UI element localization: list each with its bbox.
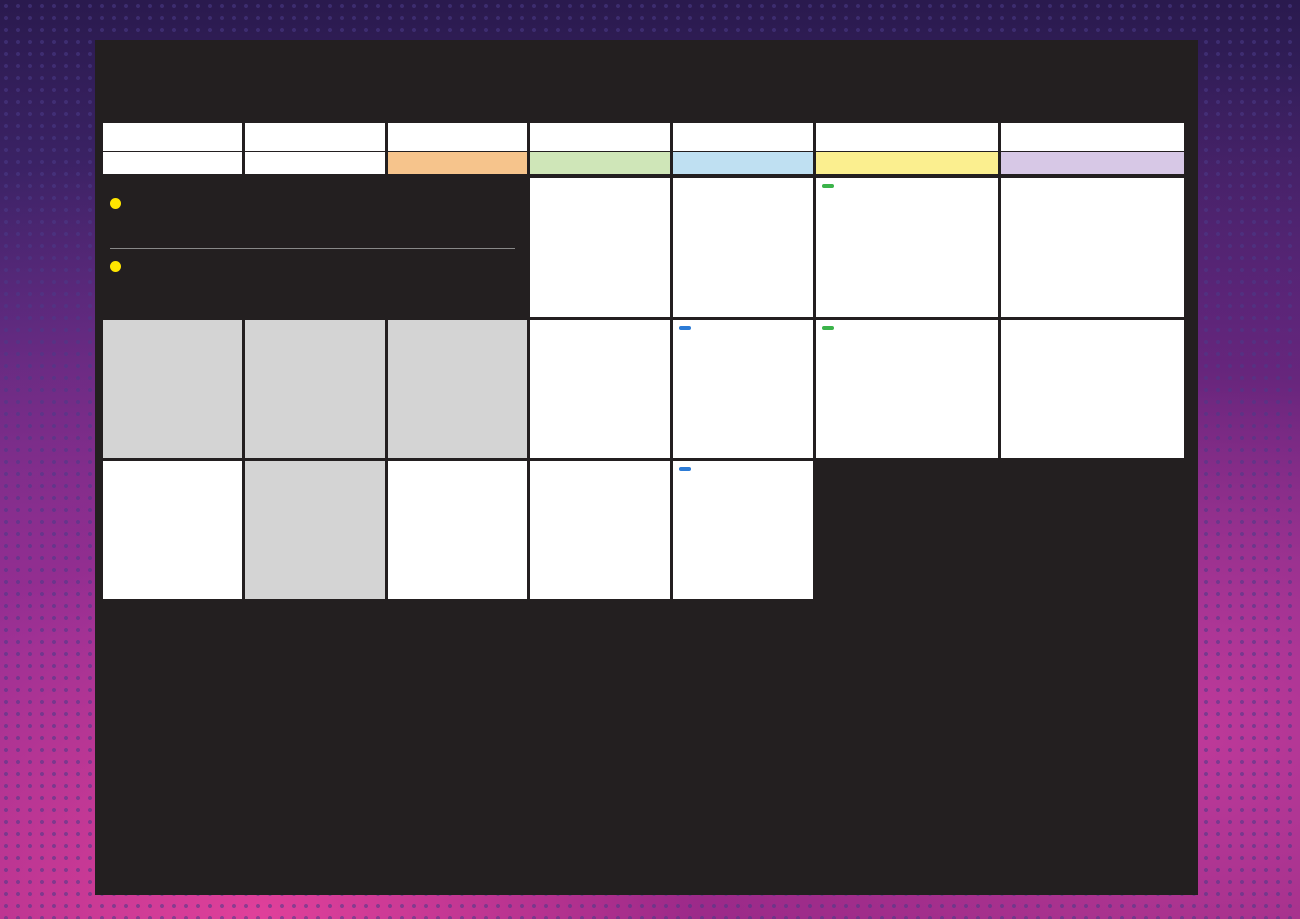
calendar-day-d14[interactable] [388, 461, 527, 599]
day-theme-fri [816, 152, 998, 174]
calendar-day-d01[interactable] [530, 178, 670, 317]
day-theme-thu [673, 152, 813, 174]
bullet-icon [110, 198, 121, 209]
day-header-fri [816, 123, 998, 151]
day-header-tue [388, 123, 527, 151]
free-drink-badge [822, 184, 834, 188]
day-theme-sun [103, 152, 242, 174]
day-header-sun [103, 123, 242, 151]
request-ok-badge [679, 467, 691, 471]
line-discount-title [110, 196, 235, 211]
calendar-day-d03[interactable] [816, 178, 998, 317]
calendar-day-d07[interactable] [388, 320, 527, 458]
lets-groove-logo [390, 487, 526, 516]
request-ok-badge [679, 326, 691, 330]
bullet-icon [110, 261, 121, 272]
day-theme-tue [388, 152, 527, 174]
calendar-day-d05[interactable] [103, 320, 242, 458]
under35-title [110, 260, 240, 274]
day-header-sat [1001, 123, 1184, 151]
divider [110, 248, 515, 249]
calendar-day-d10[interactable] [816, 320, 998, 458]
day-theme-mon [245, 152, 385, 174]
calendar-day-d15[interactable] [530, 461, 670, 599]
calendar-day-d16[interactable] [673, 461, 813, 599]
calendar-day-d04[interactable] [1001, 178, 1184, 317]
calendar-day-d11[interactable] [1001, 320, 1184, 458]
day-header-wed [530, 123, 670, 151]
day-theme-wed [530, 152, 670, 174]
calendar-day-d02[interactable] [673, 178, 813, 317]
calendar-day-d08[interactable] [530, 320, 670, 458]
day-header-thu [673, 123, 813, 151]
calendar-day-d06[interactable] [245, 320, 385, 458]
zakbaran-logo [530, 211, 670, 221]
calendar-day-d13[interactable] [245, 461, 385, 599]
zakbaran-logo [530, 494, 670, 504]
free-drink-badge [822, 326, 834, 330]
day-header-mon [245, 123, 385, 151]
day-theme-sat [1001, 152, 1184, 174]
calendar-day-d09[interactable] [673, 320, 813, 458]
calendar-day-d12[interactable] [103, 461, 242, 599]
